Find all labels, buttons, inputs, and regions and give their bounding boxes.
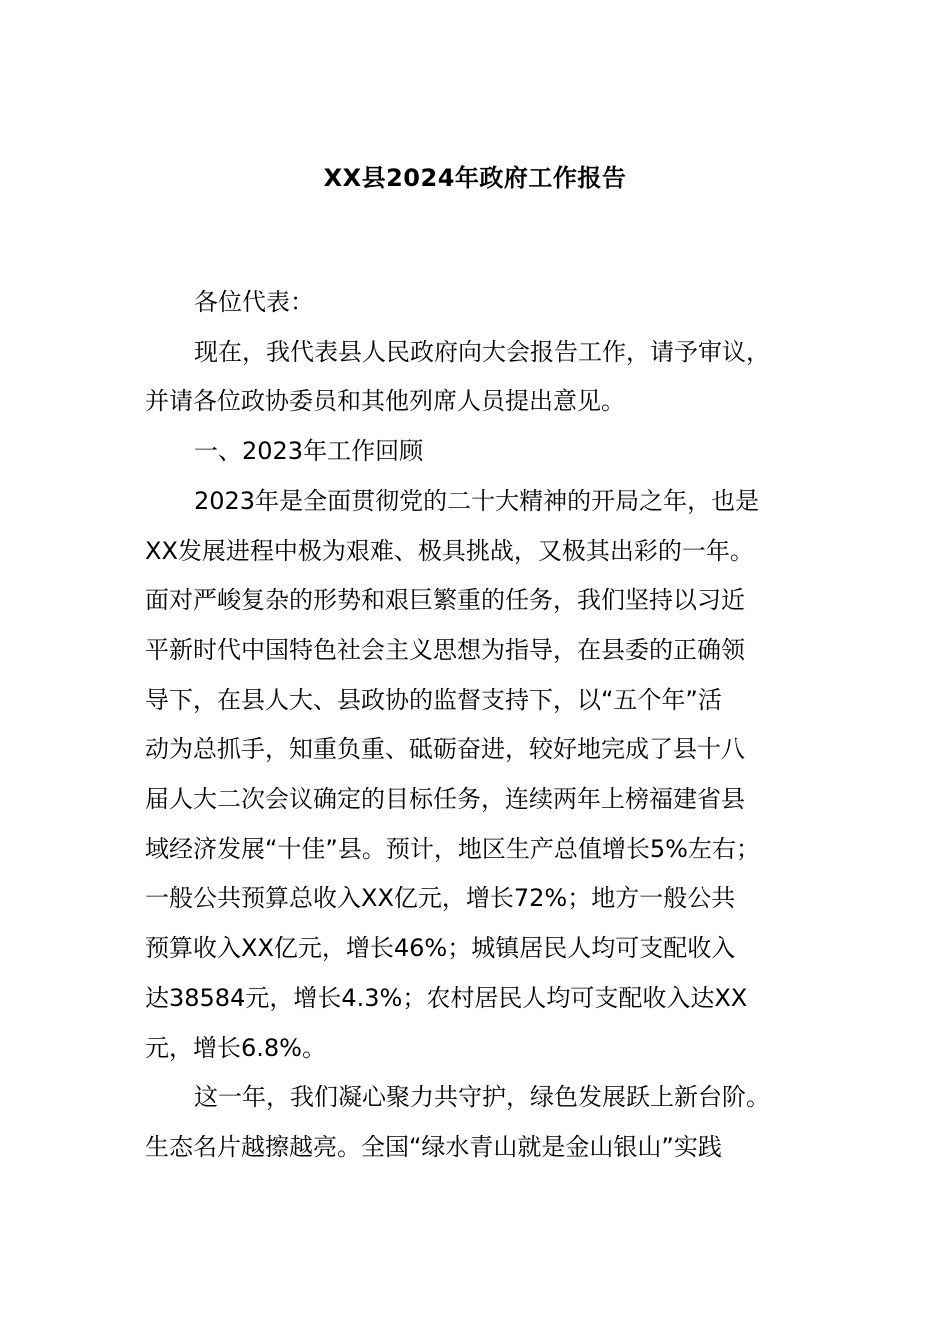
review-line: 域经济发展“十佳”县。预计，地区生产总值增长5%左右； <box>145 834 760 863</box>
review-line: XX发展进程中极为艰难、极具挑战，又极其出彩的一年。 <box>145 536 754 565</box>
review-line: 元，增长6.8%。 <box>145 1033 326 1062</box>
green-line: 生态名片越擦越亮。全国“绿水青山就是金山银山”实践 <box>145 1132 722 1161</box>
review-line: 动为总抓手，知重负重、砥砺奋进，较好地完成了县十八 <box>145 735 745 764</box>
review-line: 平新时代中国特色社会主义思想为指导，在县委的正确领 <box>145 635 745 664</box>
intro-line: 现在，我代表县人民政府向大会报告工作，请予审议， <box>194 337 770 366</box>
intro-paragraph <box>145 328 835 427</box>
review-line: 一般公共预算总收入XX亿元，增长72%；地方一般公共 <box>145 884 736 913</box>
green-line: 这一年，我们凝心聚力共守护，绿色发展跃上新台阶。 <box>194 1083 770 1112</box>
green-development-paragraph <box>145 1073 835 1172</box>
review-line: 导下，在县人大、县政协的监督支持下，以“五个年”活 <box>145 685 722 714</box>
review-line: 面对严峻复杂的形势和艰巨繁重的任务，我们坚持以习近 <box>145 586 745 615</box>
review-paragraph <box>145 477 835 1073</box>
section-heading: 一、2023年工作回顾 <box>194 437 424 466</box>
intro-line: 并请各位政协委员和其他列席人员提出意见。 <box>145 387 625 416</box>
review-line: 预算收入XX亿元，增长46%；城镇居民人均可支配收入 <box>145 934 736 963</box>
salutation: 各位代表： <box>194 288 314 316</box>
document-title: XX县2024年政府工作报告 <box>323 164 627 192</box>
document-body <box>145 278 835 1173</box>
review-line: 届人大二次会议确定的目标任务，连续两年上榜福建省县 <box>145 785 745 814</box>
review-line: 2023年是全面贯彻党的二十大精神的开局之年，也是 <box>194 486 760 515</box>
review-line: 达38584元，增长4.3%；农村居民人均可支配收入达XX <box>145 983 748 1012</box>
